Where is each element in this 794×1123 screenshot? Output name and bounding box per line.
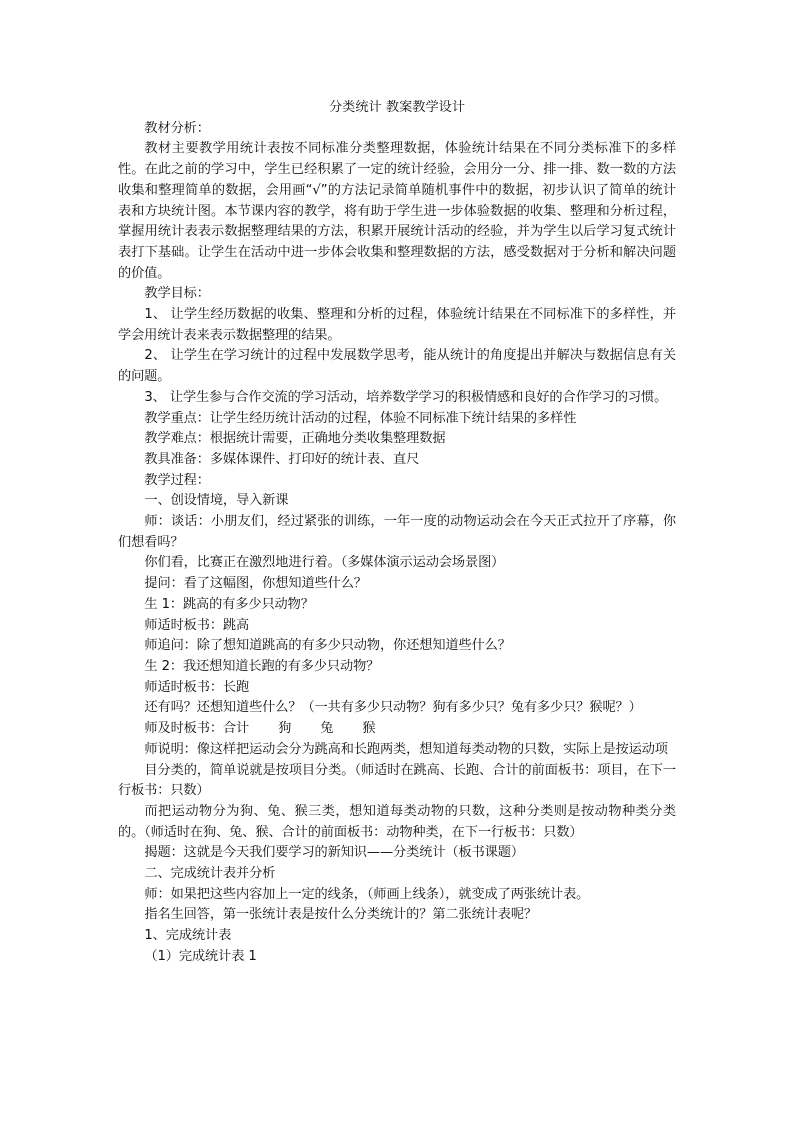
paragraph-explain-1: 师说明：像这样把运动会分为跳高和长跑两类，想知道每类动物的只数，实际上是按运动项 [144, 741, 668, 757]
paragraph-board-high-jump: 师适时板书：跳高 [144, 617, 250, 633]
board-item-total: 合计 [222, 721, 250, 737]
key-point: 教学重点：让学生经历统计活动的过程，体验不同标准下统计结果的多样性 [144, 410, 577, 426]
paragraph-material-analysis: 教材主要教学用统计表按不同标准分类整理数据，体验统计结果在不同分类标准下的多样性。在此之前的学习中，学生已经积累了一定的统计经验，会用分一分、排一排、数一数的方法收集和整理简单的数据，会用画“√”的方法记录简单随机事件中的数据，初步认识了简单的统计表和方块统计图。本节课内容的教学，将有助于学生进一步体验数据的收集、整理和分析过程，掌握用统计表表示数据整理结果的方法，积累开展统计活动的经验，并为学生以后学习复式统计表打下基础。让学生在活动中进一步体会收集和整理数据的方法，感受数据对于分析和解决问题的价值。 [118, 141, 676, 281]
board-prefix: 师及时板书： [144, 721, 223, 737]
goal-item-3: 3、 让学生参与合作交流的学习活动，培养数学学习的积极情感和良好的合作学习的习惯。 [144, 389, 668, 405]
step-heading-2: 二、完成统计表并分析 [144, 866, 276, 882]
document-page [118, 98, 676, 968]
paragraph-more-questions: 还有吗？还想知道些什么？（一共有多少只动物？狗有多少只？兔有多少只？猴呢？） [144, 700, 642, 716]
paragraph-board-long-run: 师适时板书：长跑 [144, 679, 250, 695]
section-heading-material: 教材分析： [144, 120, 210, 136]
teaching-aids: 教具准备：多媒体课件、打印好的统计表、直尺 [144, 451, 420, 467]
paragraph-explain-2: 目分类的，简单说就是按项目分类。（师适时在跳高、长跑、合计的前面板书：项目，在下一行板书：只数） [118, 762, 676, 799]
board-item-monkey: 猴 [362, 721, 376, 737]
goal-item-1: 1、 让学生经历数据的收集、整理和分析的过程，体验统计结果在不同标准下的多样性，并学会用统计表来表示数据整理的结果。 [118, 307, 676, 343]
paragraph-student-2: 生 2：我还想知道长跑的有多少只动物？ [144, 658, 380, 674]
paragraph-reveal-topic: 揭题：这就是今天我们要学习的新知识——分类统计（板书课题） [144, 845, 524, 861]
paragraph-question: 提问：看了这幅图，你想知道些什么？ [144, 576, 367, 592]
paragraph-follow-up: 师追问：除了想知道跳高的有多少只动物，你还想知道些什么？ [144, 638, 511, 654]
paragraph-ask-students: 指名生回答，第一张统计表是按什么分类统计的？第二张统计表呢？ [144, 907, 538, 923]
step-heading-1: 一、创设情境，导入新课 [144, 493, 289, 509]
subheading-complete-table: 1、完成统计表 [144, 928, 232, 944]
section-heading-process: 教学过程： [144, 472, 210, 488]
goal-item-2: 2、 让学生在学习统计的过程中发展数学思考，能从统计的角度提出并解决与数据信息有关的问题。 [118, 348, 676, 385]
board-item-dog: 狗 [278, 721, 292, 737]
difficult-point: 教学难点：根据统计需要，正确地分类收集整理数据 [144, 431, 446, 447]
paragraph-board-animals [118, 719, 676, 740]
paragraph-explain-3: 而把运动物分为狗、兔、猴三类，想知道每类动物的只数，这种分类则是按动物种类分类的。（师适时在狗、兔、猴、合计的前面板书：动物种类，在下一行板书：只数） [118, 803, 676, 840]
subheading-complete-table-1: （1）完成统计表 1 [144, 948, 257, 964]
paragraph-draw-lines: 师：如果把这些内容加上一定的线条，（师画上线条），就变成了两张统计表。 [144, 886, 590, 902]
paragraph-watch: 你们看，比赛正在激烈地进行着。（多媒体演示运动会场景图） [144, 555, 505, 571]
paragraph-teacher-talk: 师：谈话：小朋友们，经过紧张的训练，一年一度的动物运动会在今天正式拉开了序幕，你们想看吗？ [118, 514, 676, 550]
section-heading-goals: 教学目标： [144, 286, 210, 302]
document-title: 分类统计 教案教学设计 [328, 100, 466, 115]
paragraph-student-1: 生 1：跳高的有多少只动物？ [144, 596, 314, 612]
board-item-rabbit: 兔 [320, 721, 334, 737]
